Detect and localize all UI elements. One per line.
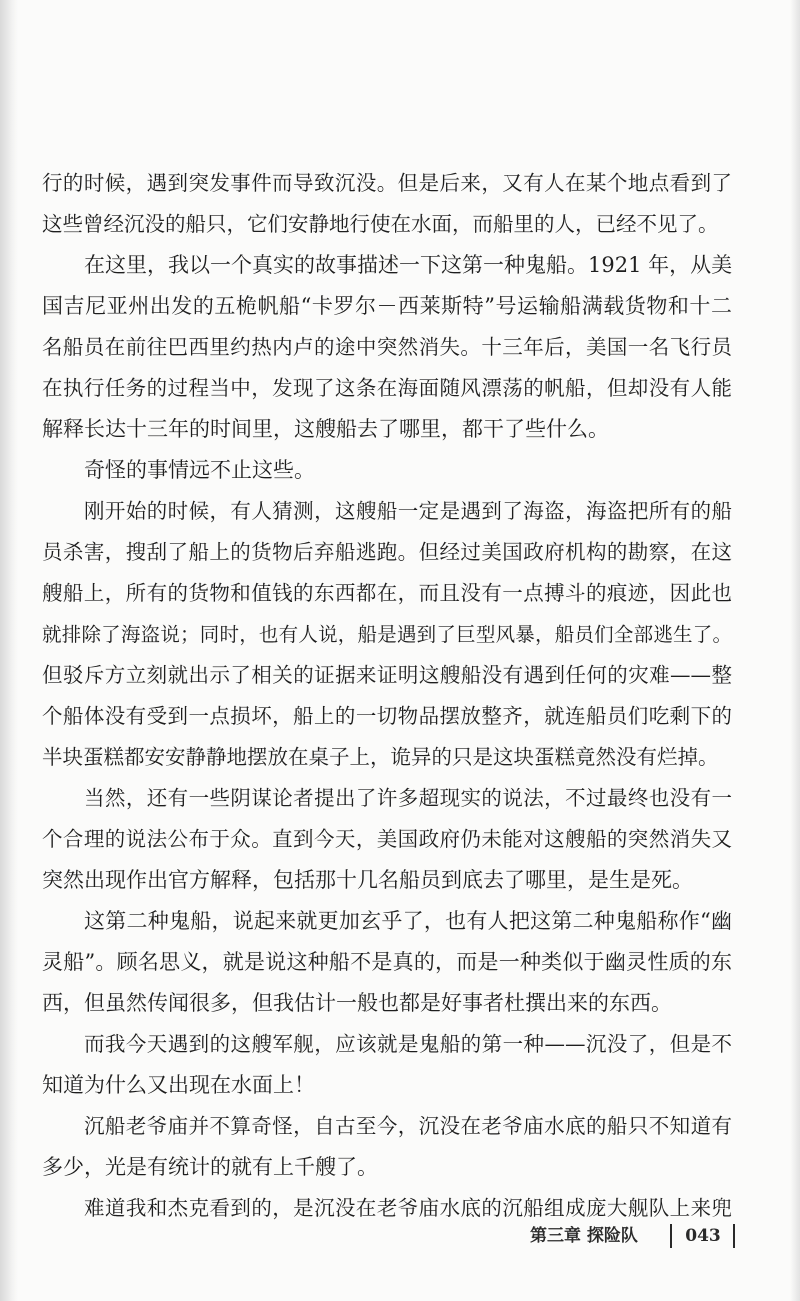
page-number: 043	[685, 1226, 721, 1246]
text-line: 半块蛋糕都安安静静地摆放在桌子上，诡异的只是这块蛋糕竟然没有烂掉。	[42, 745, 719, 769]
text-line: 这第二种鬼船，说起来就更加玄乎了，也有人把这第二种鬼船称作“幽	[84, 909, 732, 933]
scan-shadow-right	[790, 0, 800, 1301]
text-line: 突然出现作出官方解释，包括那十几名船员到底去了哪里，是生是死。	[42, 868, 693, 892]
page-footer	[0, 1221, 800, 1251]
text-line: 艘船上，所有的货物和值钱的东西都在，而且没有一点搏斗的痕迹，因此也	[42, 581, 732, 605]
text-line: 多少，光是有统计的就有上千艘了。	[42, 1155, 378, 1179]
page-number-divider-left	[670, 1224, 672, 1248]
text-line: 个合理的说法公布于众。直到今天，美国政府仍未能对这艘船的突然消失又	[42, 827, 732, 851]
text-line: 就排除了海盗说；同时，也有人说，船是遇到了巨型风暴，船员们全部逃生了。	[42, 623, 732, 646]
text-line: 沉船老爷庙并不算奇怪，自古至今，沉没在老爷庙水底的船只不知道有	[84, 1114, 732, 1138]
chapter-title: 第三章 探险队	[530, 1226, 638, 1246]
text-line: 刚开始的时候，有人猜测，这艘船一定是遇到了海盗，海盗把所有的船	[84, 499, 732, 523]
text-line: 而我今天遇到的这艘军舰，应该就是鬼船的第一种——沉没了，但是不	[84, 1032, 732, 1056]
text-line: 员杀害，搜刮了船上的货物后弃船逃跑。但经过美国政府机构的勘察，在这	[42, 540, 732, 564]
text-line: 西，但虽然传闻很多，但我估计一般也都是好事者杜撰出来的东西。	[42, 991, 672, 1015]
body-text	[42, 163, 732, 1229]
text-line: 国吉尼亚州出发的五桅帆船“卡罗尔－西莱斯特”号运输船满载货物和十二	[42, 294, 732, 318]
text-line: 这些曾经沉没的船只，它们安静地行使在水面，而船里的人，已经不见了。	[42, 212, 719, 236]
text-line: 在执行任务的过程当中，发现了这条在海面随风漂荡的帆船，但却没有人能	[42, 376, 732, 400]
text-line: 在这里，我以一个真实的故事描述一下这第一种鬼船。1921 年，从美	[84, 253, 733, 277]
text-line: 灵船”。顾名思义，就是说这种船不是真的，而是一种类似于幽灵性质的东	[42, 950, 732, 974]
scan-shadow-left	[0, 0, 18, 1301]
text-line: 名船员在前往巴西里约热内卢的途中突然消失。十三年后，美国一名飞行员	[42, 335, 732, 359]
text-line: 但驳斥方立刻就出示了相关的证据来证明这艘船没有遇到任何的灾难——整	[42, 663, 732, 687]
text-line: 个船体没有受到一点损坏，船上的一切物品摆放整齐，就连船员们吃剩下的	[42, 704, 732, 728]
text-line: 难道我和杰克看到的，是沉没在老爷庙水底的沉船组成庞大舰队上来兜	[84, 1196, 732, 1220]
text-line: 奇怪的事情远不止这些。	[84, 458, 315, 482]
text-line: 行的时候，遇到突发事件而导致沉没。但是后来，又有人在某个地点看到了	[42, 171, 732, 195]
text-line: 当然，还有一些阴谋论者提出了许多超现实的说法，不过最终也没有一	[84, 786, 732, 810]
text-line: 知道为什么又出现在水面上！	[42, 1073, 315, 1097]
text-line: 解释长达十三年的时间里，这艘船去了哪里，都干了些什么。	[42, 417, 609, 441]
page-number-divider-right	[733, 1224, 735, 1248]
